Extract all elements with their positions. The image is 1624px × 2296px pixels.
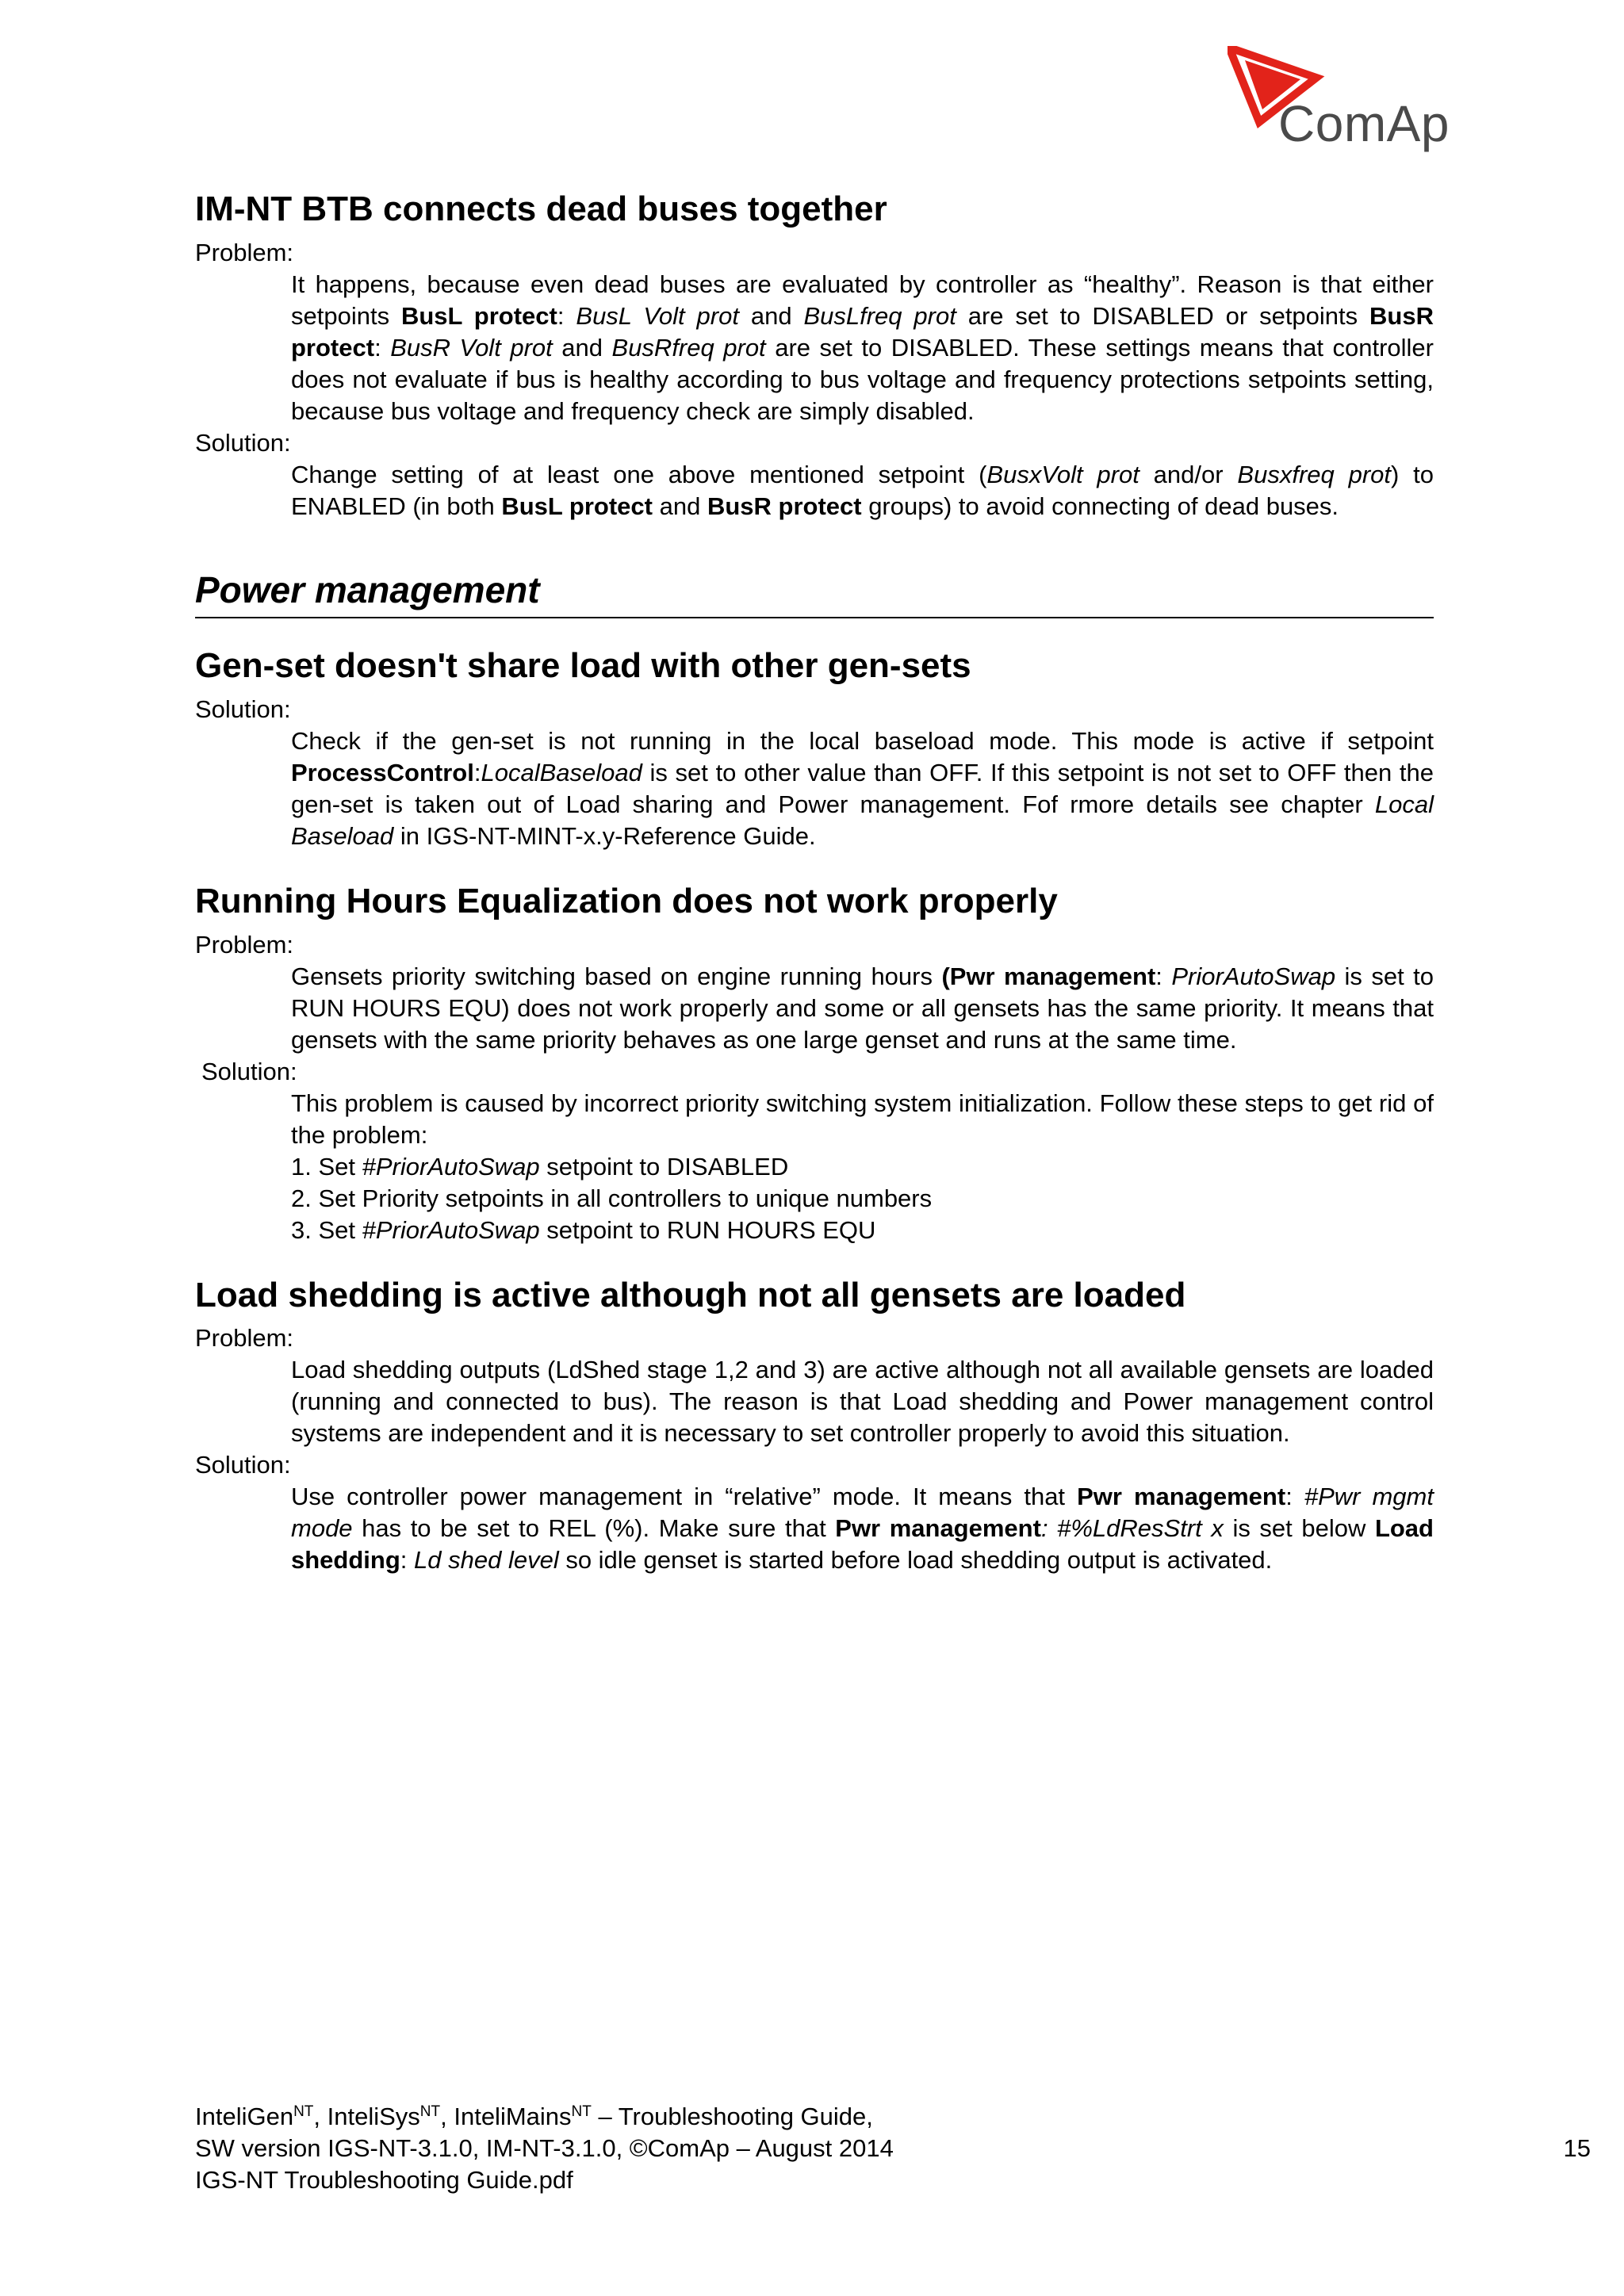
page-footer bbox=[195, 2101, 1591, 2196]
solution-text: Change setting of at least one above mentioned setpoint (BusxVolt prot and/or Busxfreq prot) to ENABLED (in both BusL protect and BusR protect groups) to avoid connecting of dead buses. bbox=[291, 460, 1434, 520]
solution-label: Solution: bbox=[201, 1057, 297, 1085]
heading-running-hours: Running Hours Equalization does not work properly bbox=[195, 881, 1058, 920]
solution-label: Solution: bbox=[195, 1451, 291, 1479]
solution-text: Check if the gen-set is not running in the local baseload mode. This mode is active if setpoint ProcessControl:LocalBaseload is set to other value than OFF. If this setpoint is not set to OFF then the gen-set is taken out of Load sharing and Power management. Fof rmore details see chapter Local Baseload in IGS-NT-MINT-x.y-Reference Guide. bbox=[291, 726, 1434, 850]
document-body bbox=[195, 189, 1434, 1576]
problem-label: Problem: bbox=[195, 238, 294, 266]
footer-line-2: SW version IGS-NT-3.1.0, IM-NT-3.1.0, ©ComAp – August 2014 bbox=[195, 2134, 894, 2162]
page-number: 15 bbox=[1563, 2134, 1591, 2162]
heading-load-share: Gen-set doesn't share load with other gen-sets bbox=[195, 645, 971, 685]
problem-label: Problem: bbox=[195, 930, 294, 959]
solution-label: Solution: bbox=[195, 428, 291, 457]
heading-load-shedding: Load shedding is active although not all gensets are loaded bbox=[195, 1275, 1186, 1314]
problem-label: Problem: bbox=[195, 1324, 294, 1353]
problem-text: Gensets priority switching based on engine running hours (Pwr management: PriorAutoSwap is set to RUN HOURS EQU) does not work properly and some or all gensets has the same priority. It means that gensets with the same priority behaves as one large genset and runs at the same time. bbox=[291, 962, 1434, 1054]
step-2: 2. Set Priority setpoints in all controllers to unique numbers bbox=[291, 1184, 933, 1212]
problem-text: Load shedding outputs (LdShed stage 1,2 and 3) are active although not all available gensets are loaded (running and connected to bus). The reason is that Load shedding and Power management control systems are independent and it is necessary to set controller properly to avoid this situation. bbox=[291, 1356, 1434, 1448]
heading-dead-buses: IM-NT BTB connects dead buses together bbox=[195, 189, 887, 228]
step-3: 3. Set #PriorAutoSwap setpoint to RUN HOURS EQU bbox=[291, 1215, 876, 1244]
solution-label: Solution: bbox=[195, 695, 291, 723]
comap-logo bbox=[1228, 46, 1478, 165]
footer-line-1: InteliGen$^{NT}$, InteliSys$^{NT}$, InteliMains$^{NT}$ – Troubleshooting Guide, bbox=[195, 2103, 873, 2130]
logo-wordmark: ComAp bbox=[1278, 95, 1450, 152]
problem-text: It happens, because even dead buses are evaluated by controller as “healthy”. Reason is that either setpoints BusL protect: BusL Volt prot and BusLfreq prot are set to DISABLED or setpoints BusR protect: BusR Volt prot and BusRfreq prot are set to DISABLED. These settings means that controller does not evaluate if bus is healthy according to bus voltage and frequency protections setpoints setting, because bus voltage and frequency check are simply disabled. bbox=[291, 270, 1434, 425]
section-heading-power-management: Power management bbox=[195, 568, 1434, 618]
solution-text: This problem is caused by incorrect priority switching system initialization. Follow these steps to get rid of the problem: bbox=[291, 1089, 1434, 1149]
step-1: 1. Set #PriorAutoSwap setpoint to DISABLED bbox=[291, 1152, 789, 1181]
solution-text: Use controller power management in “relative” mode. It means that Pwr management: #Pwr mgmt mode has to be set to REL (%). Make sure that Pwr management: #%LdResStrt x is set below Load shedding: Ld shed level so idle genset is started before load shedding output is activated. bbox=[291, 1483, 1434, 1575]
footer-line-3: IGS-NT Troubleshooting Guide.pdf bbox=[195, 2166, 573, 2194]
